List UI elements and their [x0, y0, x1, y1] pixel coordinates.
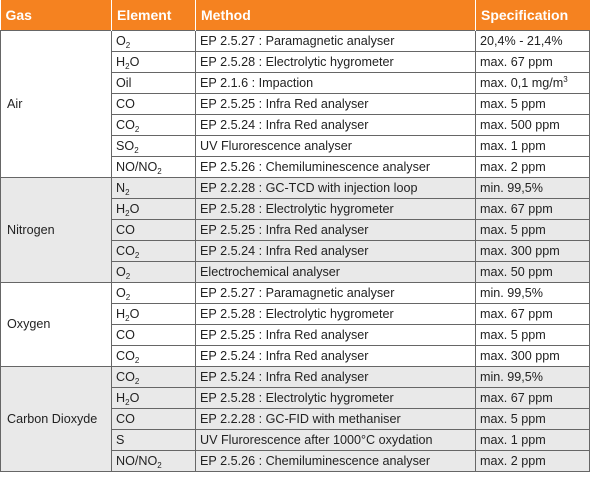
element-symbol: N: [116, 180, 126, 195]
element-subscript: 2: [134, 355, 140, 365]
specification-cell: [476, 31, 590, 52]
element-cell: [112, 73, 196, 94]
element-symbol: CO: [116, 369, 135, 384]
method-cell: EP 2.5.27 : Paramagnetic analyser: [196, 31, 476, 52]
element-symbol: NO/NO: [116, 159, 158, 174]
element-subscript: 2: [125, 313, 130, 323]
element-symbol: Oil: [116, 75, 132, 90]
specification-value: max. 50 ppm: [480, 264, 553, 279]
specification-cell: [476, 199, 590, 220]
specification-cell: [476, 178, 590, 199]
method-cell: UV Flurorescence analyser: [196, 136, 476, 157]
element-subscript: 2: [125, 397, 130, 407]
method-cell: EP 2.5.24 : Infra Red analyser: [196, 115, 476, 136]
method-cell: EP 2.5.27 : Paramagnetic analyser: [196, 283, 476, 304]
table-body: [1, 31, 590, 472]
method-cell: EP 2.5.24 : Infra Red analyser: [196, 346, 476, 367]
element-cell: [112, 367, 196, 388]
specification-cell: [476, 283, 590, 304]
method-cell: EP 2.2.28 : GC-TCD with injection loop: [196, 178, 476, 199]
method-cell: EP 2.5.28 : Electrolytic hygrometer: [196, 199, 476, 220]
specification-cell: [476, 136, 590, 157]
specification-value: max. 67 ppm: [480, 390, 553, 405]
element-symbol: H: [116, 306, 126, 321]
specification-cell: [476, 220, 590, 241]
element-symbol: H: [116, 390, 126, 405]
header-element: Element: [112, 0, 196, 31]
element-subscript: 2: [125, 61, 130, 71]
element-cell: [112, 178, 196, 199]
element-subscript: 2: [125, 271, 131, 281]
element-symbol: H: [116, 54, 126, 69]
element-subscript: 2: [157, 166, 162, 176]
specification-value: max. 300 ppm: [480, 243, 560, 258]
element-cell: [112, 451, 196, 472]
specification-cell: [476, 346, 590, 367]
specification-value: max. 1 ppm: [480, 138, 546, 153]
element-suffix: O: [129, 306, 140, 321]
element-cell: [112, 94, 196, 115]
method-cell: EP 2.2.28 : GC-FID with methaniser: [196, 409, 476, 430]
element-suffix: O: [129, 390, 140, 405]
table-row: [1, 31, 590, 52]
element-cell: [112, 31, 196, 52]
table-row: [1, 283, 590, 304]
specification-cell: [476, 367, 590, 388]
element-symbol: CO: [116, 411, 135, 426]
specification-cell: [476, 241, 590, 262]
header-gas: Gas: [1, 0, 112, 31]
specification-value: max. 300 ppm: [480, 348, 560, 363]
specification-cell: [476, 115, 590, 136]
element-symbol: S: [116, 432, 125, 447]
element-cell: [112, 262, 196, 283]
specification-cell: [476, 325, 590, 346]
element-symbol: CO: [116, 327, 135, 342]
specification-value: 20,4% - 21,4%: [480, 33, 563, 48]
gas-cell: Air: [1, 31, 112, 178]
element-symbol: H: [116, 201, 126, 216]
specification-value: min. 99,5%: [480, 180, 543, 195]
element-cell: [112, 115, 196, 136]
element-suffix: O: [129, 201, 140, 216]
specification-value: max. 0,1 mg/m: [480, 75, 564, 90]
element-symbol: O: [116, 33, 126, 48]
method-cell: UV Flurorescence after 1000°C oxydation: [196, 430, 476, 451]
element-subscript: 2: [125, 292, 131, 302]
element-symbol: CO: [116, 96, 135, 111]
method-cell: EP 2.5.26 : Chemiluminescence analyser: [196, 451, 476, 472]
specification-value: max. 67 ppm: [480, 201, 553, 216]
element-symbol: CO: [116, 243, 135, 258]
specification-value: max. 5 ppm: [480, 96, 546, 111]
element-cell: [112, 304, 196, 325]
element-cell: [112, 52, 196, 73]
element-symbol: O: [116, 264, 126, 279]
element-subscript: 2: [157, 460, 162, 470]
specification-cell: [476, 73, 590, 94]
element-subscript: 2: [134, 145, 139, 155]
element-symbol: CO: [116, 348, 135, 363]
element-symbol: CO: [116, 222, 135, 237]
gas-cell: Nitrogen: [1, 178, 112, 283]
element-cell: [112, 283, 196, 304]
specification-value: max. 5 ppm: [480, 411, 546, 426]
element-symbol: CO: [116, 117, 135, 132]
method-cell: EP 2.5.28 : Electrolytic hygrometer: [196, 52, 476, 73]
method-cell: EP 2.1.6 : Impaction: [196, 73, 476, 94]
element-cell: [112, 346, 196, 367]
element-subscript: 2: [125, 40, 131, 50]
element-cell: [112, 199, 196, 220]
element-subscript: 2: [125, 208, 130, 218]
specification-cell: [476, 94, 590, 115]
method-cell: EP 2.5.25 : Infra Red analyser: [196, 220, 476, 241]
method-cell: Electrochemical analyser: [196, 262, 476, 283]
method-cell: EP 2.5.25 : Infra Red analyser: [196, 325, 476, 346]
method-cell: EP 2.5.28 : Electrolytic hygrometer: [196, 304, 476, 325]
header-row: [1, 0, 590, 31]
specification-cell: [476, 430, 590, 451]
table-row: [1, 178, 590, 199]
specification-cell: [476, 304, 590, 325]
gas-cell: Carbon Dioxyde: [1, 367, 112, 472]
method-cell: EP 2.5.24 : Infra Red analyser: [196, 367, 476, 388]
specification-cell: [476, 388, 590, 409]
element-subscript: 2: [125, 187, 130, 197]
specification-value: max. 1 ppm: [480, 432, 546, 447]
specification-value: max. 2 ppm: [480, 453, 546, 468]
element-subscript: 2: [134, 124, 140, 134]
element-symbol: NO/NO: [116, 453, 158, 468]
element-cell: [112, 136, 196, 157]
specification-superscript: 3: [563, 74, 568, 84]
header-method: Method: [196, 0, 476, 31]
specification-cell: [476, 157, 590, 178]
specification-value: max. 5 ppm: [480, 327, 546, 342]
element-suffix: O: [129, 54, 140, 69]
specification-cell: [476, 52, 590, 73]
element-subscript: 2: [134, 376, 140, 386]
specification-value: max. 67 ppm: [480, 54, 553, 69]
element-cell: [112, 220, 196, 241]
specification-value: min. 99,5%: [480, 369, 543, 384]
method-cell: EP 2.5.24 : Infra Red analyser: [196, 241, 476, 262]
gas-cell: Oxygen: [1, 283, 112, 367]
element-symbol: O: [116, 285, 126, 300]
element-cell: [112, 409, 196, 430]
method-cell: EP 2.5.26 : Chemiluminescence analyser: [196, 157, 476, 178]
element-cell: [112, 157, 196, 178]
specification-value: max. 67 ppm: [480, 306, 553, 321]
element-symbol: SO: [116, 138, 135, 153]
specification-cell: [476, 262, 590, 283]
specification-value: min. 99,5%: [480, 285, 543, 300]
element-cell: [112, 430, 196, 451]
method-cell: EP 2.5.28 : Electrolytic hygrometer: [196, 388, 476, 409]
specification-value: max. 2 ppm: [480, 159, 546, 174]
method-cell: EP 2.5.25 : Infra Red analyser: [196, 94, 476, 115]
specification-cell: [476, 409, 590, 430]
header-specification: Specification: [476, 0, 590, 31]
element-cell: [112, 241, 196, 262]
specification-cell: [476, 451, 590, 472]
specification-value: max. 500 ppm: [480, 117, 560, 132]
element-cell: [112, 325, 196, 346]
element-cell: [112, 388, 196, 409]
specification-value: max. 5 ppm: [480, 222, 546, 237]
element-subscript: 2: [134, 250, 140, 260]
table-row: [1, 367, 590, 388]
